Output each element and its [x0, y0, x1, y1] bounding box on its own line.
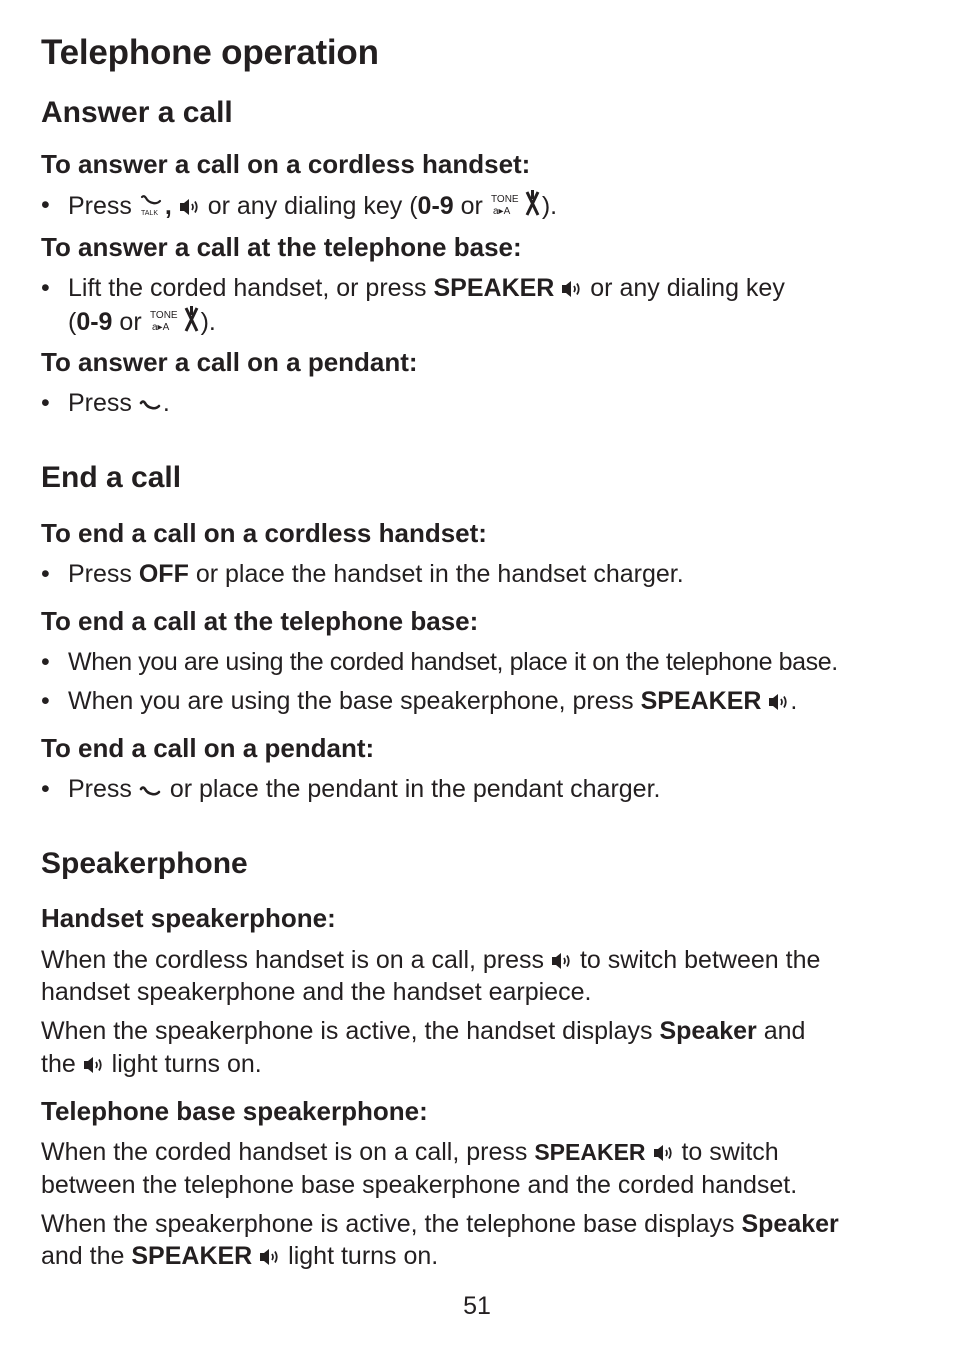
speaker-icon	[768, 692, 790, 712]
svg-text:TONE: TONE	[490, 194, 519, 205]
speaker-icon	[179, 197, 201, 217]
page-title: Telephone operation	[41, 33, 379, 72]
end-base-subheading: To end a call at the telephone base:	[41, 606, 479, 636]
end-pendant-subheading: To end a call on a pendant:	[41, 733, 375, 763]
answer-pendant-subheading: To answer a call on a pendant:	[41, 347, 418, 377]
page-number: 51	[463, 1292, 491, 1320]
base-speakerphone-p2-line2: and the SPEAKER light turns on.	[41, 1242, 439, 1270]
answer-call-heading: Answer a call	[41, 96, 233, 129]
speakerphone-heading: Speakerphone	[41, 847, 248, 880]
speaker-icon	[653, 1143, 675, 1163]
base-speakerphone-p2-line1: When the speakerphone is active, the telephone base displays Speaker	[41, 1210, 839, 1238]
svg-text:a▸A: a▸A	[151, 322, 169, 333]
end-base-bullet-1: • When you are using the corded handset, place it on the telephone base.	[41, 646, 838, 679]
svg-text:TALK: TALK	[140, 210, 158, 217]
base-speakerphone-p1-line1: When the corded handset is on a call, press SPEAKER to switch	[41, 1138, 779, 1166]
handset-speakerphone-p2-line1: When the speakerphone is active, the handset displays Speaker and	[41, 1017, 806, 1045]
end-call-heading: End a call	[41, 461, 182, 494]
tone-star-key-icon	[149, 305, 201, 333]
speaker-icon	[551, 951, 573, 971]
pendant-call-key-icon	[139, 784, 163, 800]
answer-base-bullet: • Lift the corded handset, or press SPEAKER or any dialing key	[41, 272, 785, 305]
answer-base-bullet-cont: (0-9 or TONE a▸A ).	[68, 305, 216, 339]
answer-handset-subheading: To answer a call on a cordless handset:	[41, 149, 531, 179]
handset-speakerphone-p1-line2: handset speakerphone and the handset earpiece.	[41, 978, 592, 1006]
end-base-bullet-2: • When you are using the base speakerphone, press SPEAKER .	[41, 685, 797, 718]
tone-star-key-icon	[490, 189, 542, 217]
base-speakerphone-subheading: Telephone base speakerphone:	[41, 1096, 428, 1126]
base-speakerphone-p1-line2: between the telephone base speakerphone and the corded handset.	[41, 1171, 798, 1199]
speaker-icon	[83, 1055, 105, 1075]
talk-key-icon	[139, 193, 165, 217]
handset-speakerphone-subheading: Handset speakerphone:	[41, 903, 336, 933]
answer-base-subheading: To answer a call at the telephone base:	[41, 232, 522, 262]
pendant-call-key-icon	[139, 398, 163, 414]
speaker-icon	[561, 279, 583, 299]
end-handset-bullet: • Press OFF or place the handset in the handset charger.	[41, 558, 684, 591]
end-pendant-bullet: • Press or place the pendant in the pendant charger.	[41, 773, 660, 806]
svg-text:a▸A: a▸A	[492, 206, 511, 217]
handset-speakerphone-p2-line2: the light turns on.	[41, 1050, 262, 1078]
answer-pendant-bullet: • Press .	[41, 387, 170, 420]
speaker-icon	[259, 1247, 281, 1267]
svg-text:TONE: TONE	[149, 310, 178, 321]
handset-speakerphone-p1-line1: When the cordless handset is on a call, press to switch between the	[41, 946, 821, 974]
answer-handset-bullet: • Press TALK , or any dialing key (0-9 or TONE a▸A ).	[41, 189, 557, 223]
end-handset-subheading: To end a call on a cordless handset:	[41, 518, 487, 548]
